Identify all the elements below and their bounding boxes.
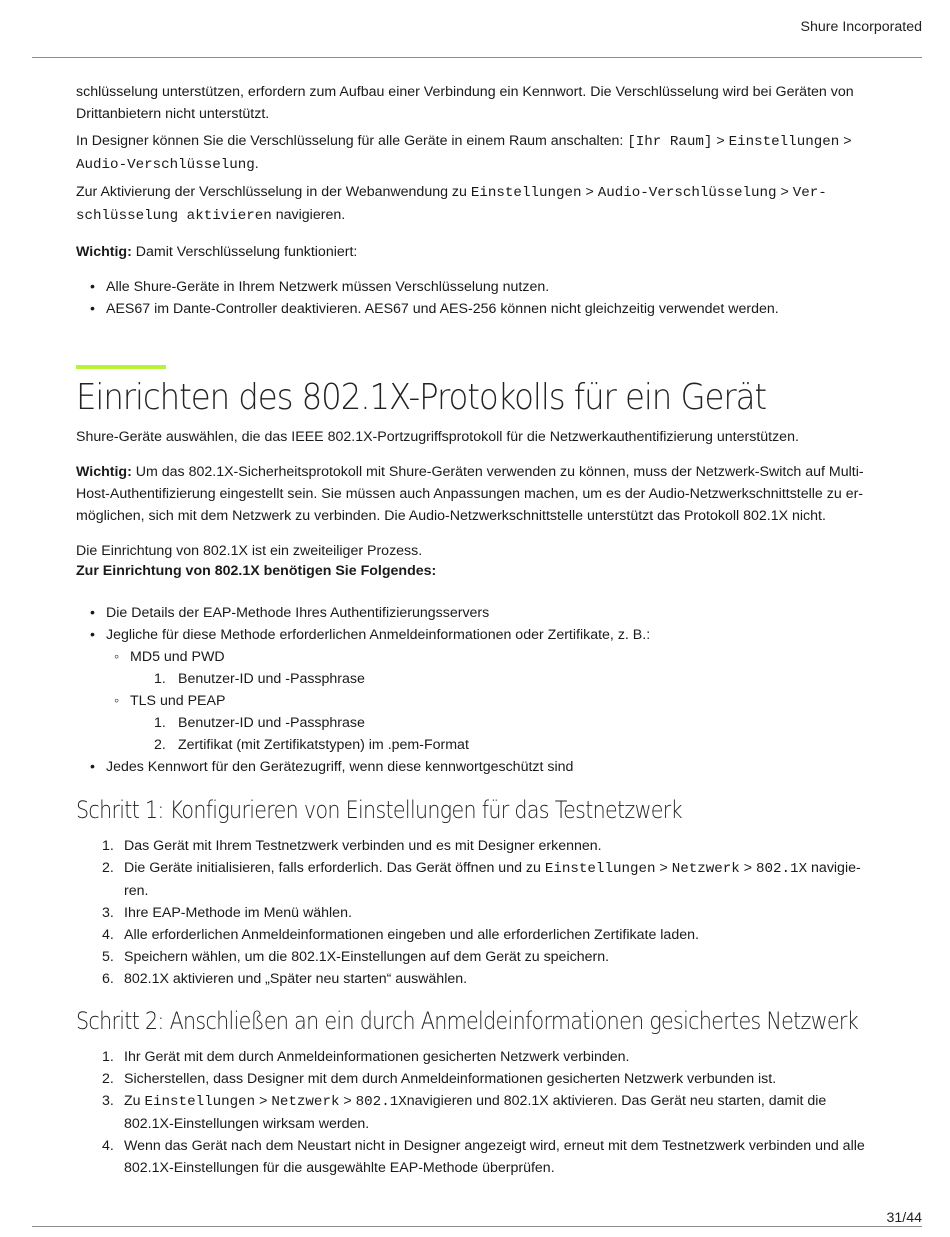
list-item: • Jedes Kennwort für den Gerätezugriff, wenn diese kennwortgeschützt sind <box>76 756 876 778</box>
intro-important-note: Wichtig: Damit Verschlüsselung funktioniert: <box>76 244 358 260</box>
list-item: 3. Ihre EAP-Methode im Menü wählen. <box>102 905 352 921</box>
list-item: • Alle Shure-Geräte in Ihrem Netzwerk müssen Verschlüsselung nutzen. <box>76 276 876 298</box>
requirements-heading: Zur Einrichtung von 802.1X benötigen Sie Folgendes: <box>76 563 437 579</box>
requirements-list <box>76 602 876 778</box>
section-accent-bar <box>76 365 166 369</box>
header-rule <box>32 57 922 58</box>
credential-sublist <box>106 646 876 756</box>
section-important-note: Wichtig: Um das 802.1X-Sicherheitsprotokoll mit Shure-Geräten verwenden zu können, muss der Netzwerk-Switch auf Multi- Host-Authentifizierung eingestellt sein. Sie müssen auch Anpassungen machen, um es der Audio-Netzwerkschnittstelle zu er- möglichen, sich mit dem Netzwerk zu verbinden. Die Audio-Netzwerkschnittstelle unterstützt das Protokoll 802.1X nicht. <box>76 464 864 524</box>
intro-paragraph-2: In Designer können Sie die Verschlüsselung für alle Geräte in einem Raum anschalten: [Ihr Raum] > Einstellungen > Audio-Verschlüsselung. <box>76 133 852 173</box>
list-item: 1. Benutzer-ID und -Passphrase <box>154 715 365 731</box>
header-company-name: Shure Incorporated <box>800 19 922 35</box>
page-content <box>76 81 876 1179</box>
list-item: 6. 802.1X aktivieren und „Später neu starten“ auswählen. <box>102 971 468 987</box>
step-2-title: Schritt 2: Anschließen an ein durch Anmeldeinformationen gesichertes Netzwerk <box>76 1007 858 1035</box>
step-1-list <box>76 835 876 990</box>
list-item: 1. Ihr Gerät mit dem durch Anmeldeinformationen gesicherten Netzwerk verbinden. <box>102 1049 630 1065</box>
list-item: • Jegliche für diese Methode erforderlichen Anmeldeinformationen oder Zertifikate, z. B.: ◦ MD5 und PWD 1. Benutzer-ID und -Passphrase ◦ TLS und PEAP 1. Benutzer-ID und -Passphrase 2. Zertifikat (mit Zertifikatstypen) im .pem-Format <box>76 624 876 756</box>
list-item: • AES67 im Dante-Controller deaktivieren. AES67 und AES-256 können nicht gleichzeitig verwendet werden. <box>76 298 876 320</box>
list-item: 1. Benutzer-ID und -Passphrase <box>154 671 365 687</box>
section-title: Einrichten des 802.1X-Protokolls für ein Gerät <box>76 377 766 418</box>
list-item: 1. Das Gerät mit Ihrem Testnetzwerk verbinden und es mit Designer erkennen. <box>102 838 602 854</box>
md5-items <box>130 668 876 690</box>
section-paragraph-2: Die Einrichtung von 802.1X ist ein zweiteiliger Prozess. <box>76 543 423 559</box>
page-number: 31/44 <box>886 1210 922 1226</box>
list-item: 2. Zertifikat (mit Zertifikatstypen) im .pem-Format <box>154 737 469 753</box>
list-item: • Die Details der EAP-Methode Ihres Authentifizierungsservers <box>76 602 876 624</box>
step-1-title: Schritt 1: Konfigurieren von Einstellungen für das Testnetzwerk <box>76 796 682 824</box>
list-item: 2. Sicherstellen, dass Designer mit dem durch Anmeldeinformationen gesicherten Netzwerk verbunden ist. <box>102 1071 777 1087</box>
intro-bullet-list <box>76 276 876 320</box>
list-item: ◦ TLS und PEAP 1. Benutzer-ID und -Passphrase 2. Zertifikat (mit Zertifikatstypen) im .pem-Format <box>106 690 876 756</box>
list-item: 3. Zu Einstellungen > Netzwerk > 802.1Xnavigieren und 802.1X aktivieren. Das Gerät neu starten, damit die 802.1X-Einstellungen wirksam werden. <box>102 1093 827 1132</box>
list-item: 5. Speichern wählen, um die 802.1X-Einstellungen auf dem Gerät zu speichern. <box>102 949 610 965</box>
tls-items <box>130 712 876 756</box>
list-item: ◦ MD5 und PWD 1. Benutzer-ID und -Passphrase <box>106 646 876 690</box>
section-paragraph-1: Shure-Geräte auswählen, die das IEEE 802.1X-Portzugriffsprotokoll für die Netzwerkauthentifizierung unterstützen. <box>76 429 799 445</box>
footer-rule <box>32 1226 922 1227</box>
intro-paragraph-1: schlüsselung unterstützen, erfordern zum Aufbau einer Verbindung ein Kennwort. Die Verschlüsselung wird bei Geräten von Drittanbietern nicht unterstützt. <box>76 84 854 122</box>
intro-paragraph-3: Zur Aktivierung der Verschlüsselung in der Webanwendung zu Einstellungen > Audio-Verschlüsselung > Ver- schlüsselung aktivieren navigieren. <box>76 184 827 224</box>
list-item: 4. Alle erforderlichen Anmeldeinformationen eingeben und alle erforderlichen Zertifikate laden. <box>102 927 699 943</box>
list-item: 4. Wenn das Gerät nach dem Neustart nicht in Designer angezeigt wird, erneut mit dem Testnetzwerk verbinden und alle 802.1X-Einstellungen für die ausgewählte EAP-Methode überprüfen. <box>102 1138 865 1176</box>
step-2-list <box>76 1046 876 1179</box>
list-item: 2. Die Geräte initialisieren, falls erforderlich. Das Gerät öffnen und zu Einstellungen > Netzwerk > 802.1X navigie- ren. <box>102 860 861 899</box>
